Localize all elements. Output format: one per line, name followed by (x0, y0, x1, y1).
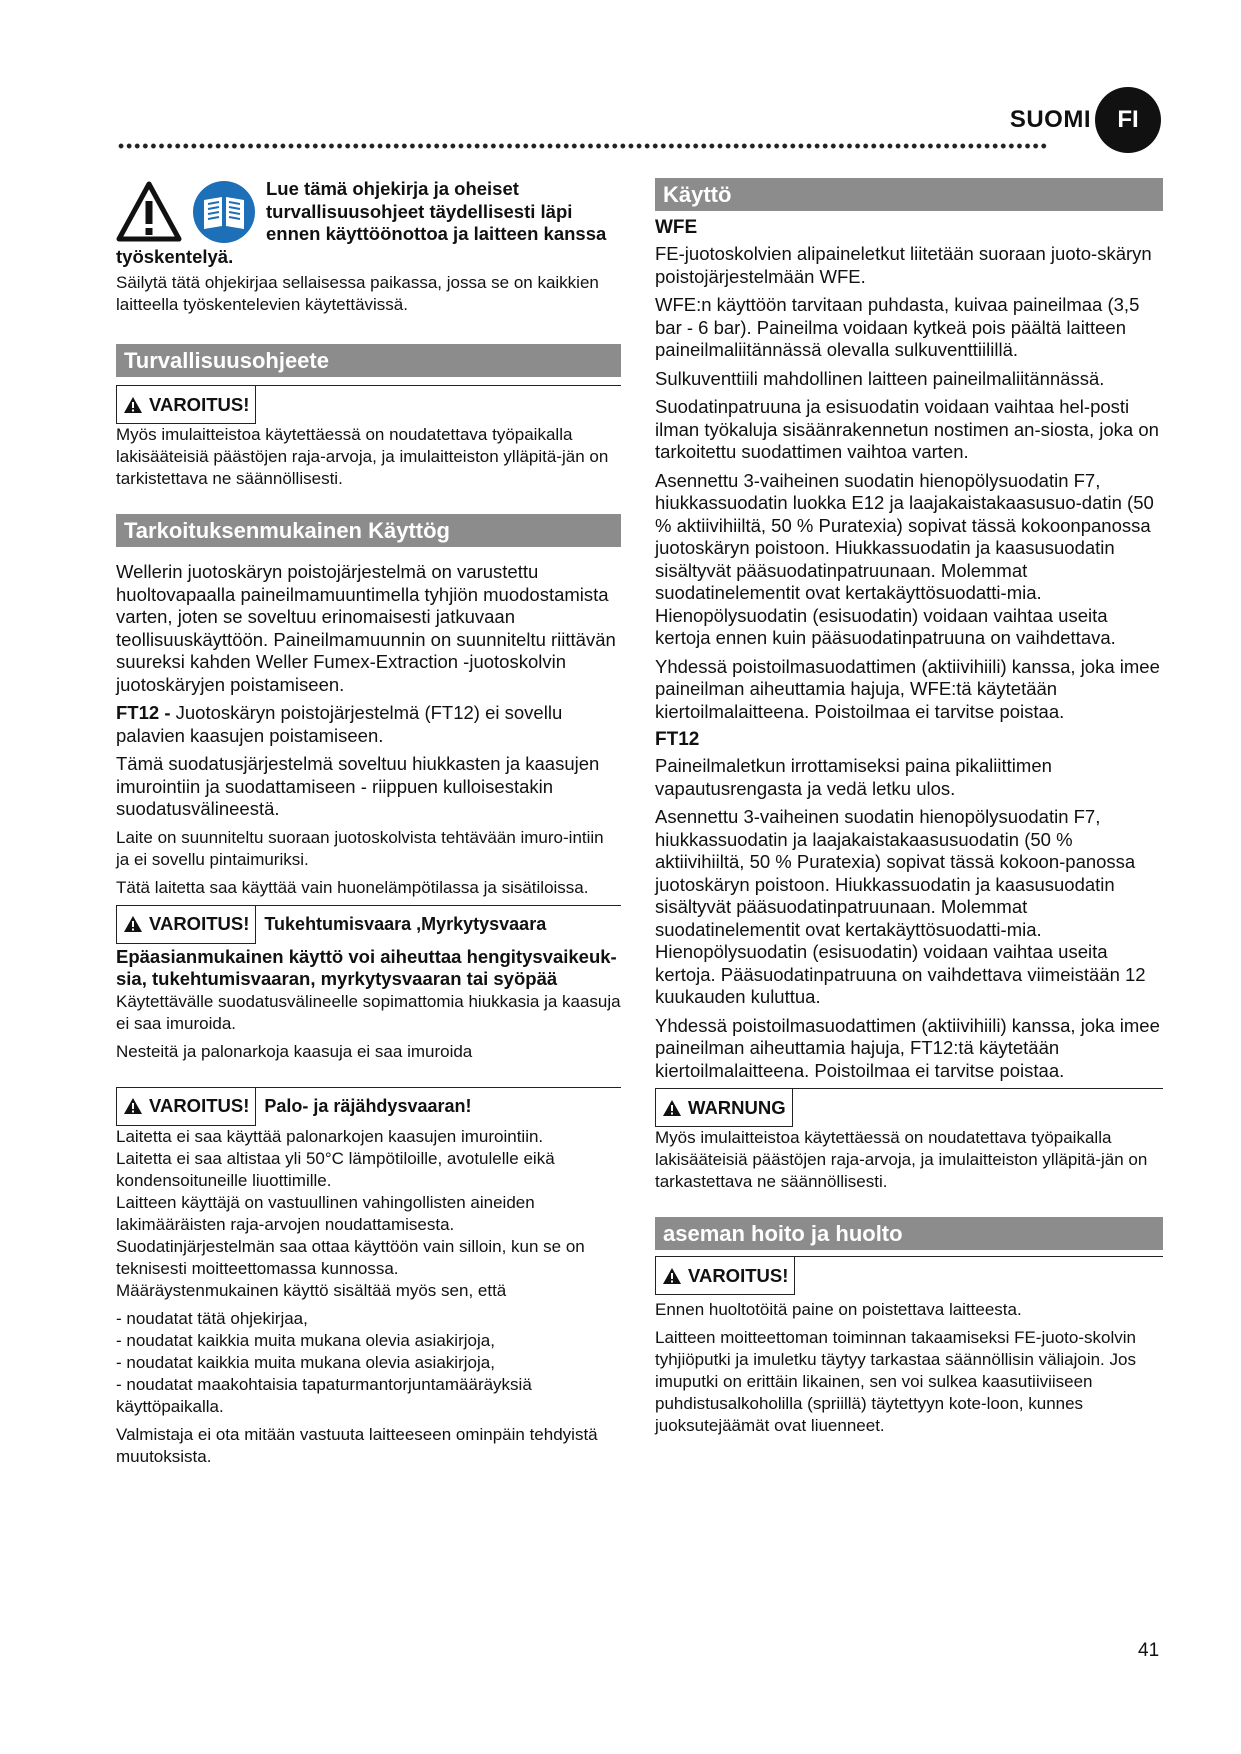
list-item: - noudatat kaikkia muita mukana olevia asiakirjoja, (116, 1352, 495, 1372)
left-column (116, 178, 621, 1468)
warning-row-fire (116, 1087, 621, 1126)
ft12-text-3: Yhdessä poistoilmasuodattimen (aktiivihiili) kanssa, joka imee paineilman aiheuttamia hajuja, FT12:tä käytetään kiertoilmalaitteena. Poistoilmaa ei tarvitse poistaa. (655, 1014, 1160, 1081)
wfe-text-1: FE-juotoskolvien alipaineletkut liitetään suoraan juoto-skäryn poistojärjestelmään WFE. (655, 243, 1152, 287)
intro-icons (116, 178, 266, 244)
warning-icon (662, 1099, 682, 1117)
ft12-text: Juotoskäryn poistojärjestelmä (FT12) ei sovellu palavien kaasujen poistamiseen. (116, 702, 563, 746)
warning-row-emissions (655, 1088, 1163, 1127)
dotted-divider (117, 142, 1047, 150)
warning-label: VAROITUS! (149, 913, 250, 934)
warning-label: VAROITUS! (149, 1095, 250, 1116)
suffocation-text-2: Nesteitä ja palonarkoja kaasuja ei saa imuroida (116, 1041, 473, 1061)
warning-row-maintenance (655, 1256, 1163, 1295)
fire-text-4: Suodatinjärjestelmän saa ottaa käyttöön vain silloin, kun se on teknisesti moitteettomassa kunnossa. (116, 1236, 585, 1278)
section-heading-intended-use: Tarkoituksenmukainen Käyttög (116, 514, 621, 547)
intended-paragraph-3: Tämä suodatusjärjestelmä soveltuu hiukkasten ja kaasujen imurointiin ja suodattamiseen - riippuen kulloisestakin suodatusvälineestä. (116, 753, 600, 819)
section-heading-safety: Turvallisuusohjeete (116, 344, 621, 377)
wfe-text-6: Yhdessä poistoilmasuodattimen (aktiivihiili) kanssa, joka imee paineilman aiheuttamia hajuja, WFE:tä käytetään kiertoilmalaitteena. Poistoilmaa ei tarvitse poistaa. (655, 655, 1160, 722)
intro-note: Säilytä tätä ohjekirjaa sellaisessa paikassa, jossa se on kaikkien laitteella työskentelevien käytettävissä. (116, 273, 599, 314)
read-manual-icon (192, 180, 256, 244)
warning-box (116, 386, 256, 424)
wfe-text-2: WFE:n käyttöön tarvitaan puhdasta, kuivaa paineilmaa (3,5 bar - 6 bar). Paineilma voidaan kytkeä pois päältä laitteen paineilmaliitännässä olevalla sulkuventtiilillä. (655, 294, 1140, 360)
safety-text: Myös imulaitteistoa käytettäessä on noudatettava työpaikalla lakisääteisiä päästöjen raja-arvoja, ja imulaitteiston ylläpitä-jän on tarkistettava ne säännöllisesti. (116, 425, 609, 488)
ft12-text-2: Asennettu 3-vaiheinen suodatin hienopölysuodatin F7, hiukkassuodatin ja laajakaistakaasusuodatin (50 % aktiivihiiltä, 50 % Puratexia) sopivat tässä kokoon-panossa juotoskäryn poistoon. Hiukkassuodatin ja kaasusuodatin sisältyvät pääsuodatinpatruunaan. Molemmat suodatinelementit ovat kertakäyttösuodatti-mia. Hienopölysuodatin (esisuodatin) voidaan vaihtaa useita kertoja. Pääsuodatinpatruuna on vaihdettava viimeistään 12 kuukauden kuluttua. (655, 806, 1146, 1007)
warning-box (116, 1088, 256, 1126)
suffocation-warning-bold: Epäasianmukainen käyttö voi aiheuttaa hengitysvaikeuk-sia, tukehtumisvaaran, myrkytysvaaran tai syöpää (116, 945, 617, 989)
wfe-title: WFE (655, 217, 698, 238)
warning-title: Tukehtumisvaara ,Myrkytysvaara (264, 914, 547, 934)
warning-icon (662, 1267, 682, 1285)
warning-box (116, 906, 256, 944)
intended-paragraph-4: Laite on suunniteltu suoraan juotoskolvista tehtävään imuro-intiin ja ei sovellu pintaimuriksi. (116, 827, 604, 869)
warning-label: VAROITUS! (688, 1264, 789, 1286)
maintenance-text-2: Laitteen moitteettoman toiminnan takaamiseksi FE-juoto-skolvin tyhjiöputki ja imuletku täytyy tarkastaa säännöllisin väliajoin. Jos imuputki on erittäin likainen, sen voi sulkea kaasutiiviiseen puhdistusalkoholilla (spriillä) täytettyyn kote-loon, kunnes juoksutejäämät ovat liuenneet. (655, 1328, 1136, 1435)
ft12-title: FT12 (655, 729, 700, 750)
wfe-text-3: Sulkuventtiili mahdollinen laitteen paineilmaliitännässä. (655, 367, 1105, 389)
intended-paragraph-2 (116, 702, 621, 747)
warning-row-safety (116, 385, 621, 424)
list-item: - noudatat tätä ohjekirjaa, (116, 1308, 308, 1328)
language-label: SUOMI (1009, 106, 1091, 133)
intended-paragraph-5: Tätä laitetta saa käyttää vain huonelämpötilassa ja sisätiloissa. (116, 877, 589, 897)
suffocation-text-1: Käytettävälle suodatusvälineelle sopimattomia hiukkasia ja kaasuja ei saa imuroida. (116, 991, 621, 1033)
emissions-text: Myös imulaitteistoa käytettäessä on noudatettava työpaikalla lakisääteisiä päästöjen raja-arvoja, ja imulaitteiston ylläpitä-jän on tarkastettava ne säännöllisesti. (655, 1128, 1148, 1191)
list-item: - noudatat kaikkia muita mukana olevia asiakirjoja, (116, 1330, 495, 1350)
warning-icon (123, 396, 143, 414)
warning-label: WARNUNG (688, 1096, 786, 1118)
intro-heading: Lue tämä ohjekirja ja oheiset turvallisuusohjeet täydellisesti läpi ennen käyttöönottoa ja laitteen kanssa työskentelyä. (116, 178, 607, 267)
warning-box (655, 1257, 795, 1295)
warning-icon (123, 915, 143, 933)
warning-label: VAROITUS! (149, 393, 250, 415)
fire-text-5: Määräystenmukainen käyttö sisältää myös sen, että (116, 1280, 507, 1300)
wfe-text-4: Suodatinpatruuna ja esisuodatin voidaan vaihtaa hel-posti ilman työkaluja sisäänrakennetun nostimen an-siosta, joka on tarkoitettu suodattimen vaihtoa varten. (655, 396, 1159, 462)
language-badge: FI (1095, 87, 1161, 153)
fire-text-1: Laitetta ei saa käyttää palonarkojen kaasujen imurointiin. (116, 1126, 544, 1146)
list-item: - noudatat maakohtaisia tapaturmantorjuntamääräyksiä käyttöpaikalla. (116, 1374, 532, 1416)
wfe-text-5: Asennettu 3-vaiheinen suodatin hienopölysuodatin F7, hiukkassuodatin luokka E12 ja laajakaistakaasusuo-datin (50 % aktiivihiiltä, 50 % Puratexia) sopivat tässä kokoonpanossa juotoskäryn poistoon. Hiukkassuodatin ja kaasusuodatin sisältyvät pääsuodatinpatruunaan. Molemmat suodatinelementit ovat kertakäyttösuodatti-mia. Hienopölysuodatin (esisuodatin) voidaan vaihtaa useita kertoja ennen kuin pääsuodatinpatruuna on vaihdettava. (655, 469, 1154, 648)
fire-text-2: Laitetta ei saa altistaa yli 50°C lämpötiloille, avotulelle eikä kondensoituneille liuottimille. (116, 1148, 555, 1190)
maintenance-text-1: Ennen huoltotöitä paine on poistettava laitteesta. (655, 1300, 1022, 1319)
warning-row-suffocation (116, 905, 621, 944)
ft12-label: FT12 - (116, 702, 171, 723)
fire-text-6: Valmistaja ei ota mitään vastuuta laitteeseen ominpäin tehdyistä muutoksista. (116, 1424, 598, 1466)
warning-triangle-icon (116, 181, 182, 243)
right-column (655, 178, 1163, 1437)
page-number: 41 (1138, 1640, 1160, 1661)
warning-box (655, 1089, 793, 1127)
intended-paragraph-1: Wellerin juotoskäryn poistojärjestelmä on varustettu huoltovapaalla paineilmamuuntimella tyhjiön muodostamista varten, joten se soveltuu erinomaisesti jatkuvaan teollisuuskäyttöön. Paineilmamuunnin on suunniteltu riittävän suureksi kahden Weller Fumex-Extraction -juotoskolvin juotoskäryjen poistamiseen. (116, 561, 616, 695)
intro-block (116, 178, 621, 268)
fire-text-3: Laitteen käyttäjä on vastuullinen vahingollisten aineiden lakimääräisten raja-arvojen noudattamisesta. (116, 1192, 535, 1234)
warning-icon (123, 1097, 143, 1115)
warning-title: Palo- ja räjähdysvaaran! (264, 1096, 472, 1116)
section-heading-maintenance: aseman hoito ja huolto (655, 1217, 1163, 1250)
section-heading-usage: Käyttö (655, 178, 1163, 211)
ft12-text-1: Paineilmaletkun irrottamiseksi paina pikaliittimen vapautusrengasta ja vedä letku ulos. (655, 755, 1052, 799)
